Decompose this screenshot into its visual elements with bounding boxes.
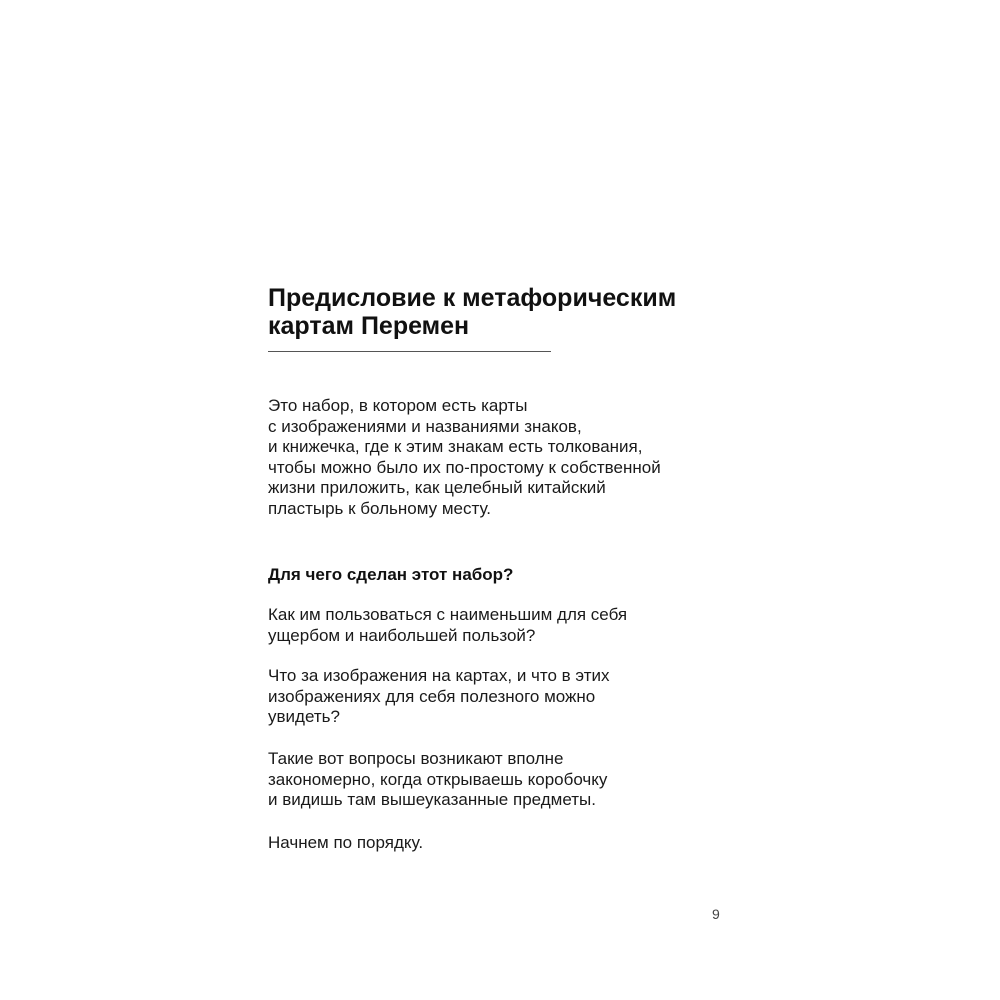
- text-line: Начнем по порядку.: [268, 833, 424, 852]
- title-divider: [268, 351, 551, 352]
- intro-paragraph: [268, 396, 738, 519]
- text-line: Это набор, в котором есть карты: [268, 396, 528, 415]
- text-line: Такие вот вопросы возникают вполне: [268, 749, 564, 768]
- text-line: изображениях для себя полезного можно: [268, 686, 596, 706]
- text-line: и видишь там вышеуказанные предметы.: [268, 790, 596, 809]
- question-paragraph: [268, 605, 738, 646]
- text-line: жизни приложить, как целебный китайский: [268, 478, 606, 497]
- title-line: Предисловие к метафорическим: [268, 284, 677, 312]
- section-heading: [268, 565, 738, 586]
- text-line: увидеть?: [268, 707, 340, 726]
- text-line: Что за изображения на картах, и что в этих: [268, 666, 610, 685]
- text-line: закономерно, когда открываешь коробочку: [268, 769, 608, 789]
- question-paragraph: [268, 666, 738, 728]
- text-line: и книжечка, где к этим знакам есть толкования,: [268, 437, 643, 456]
- text-line: Как им пользоваться с наименьшим для себя: [268, 605, 628, 624]
- text-line: с изображениями и названиями знаков,: [268, 416, 582, 436]
- closing-paragraph: [268, 749, 738, 811]
- final-paragraph: [268, 833, 738, 854]
- title-line: картам Перемен: [268, 312, 470, 340]
- text-line: чтобы можно было их по-простому к собственной: [268, 457, 661, 477]
- text-line: ущербом и наибольшей пользой?: [268, 625, 536, 645]
- text-line: пластырь к больному месту.: [268, 498, 491, 518]
- page-number: 9: [712, 906, 720, 922]
- page-title: [268, 284, 748, 340]
- heading-text: Для чего сделан этот набор?: [268, 565, 514, 584]
